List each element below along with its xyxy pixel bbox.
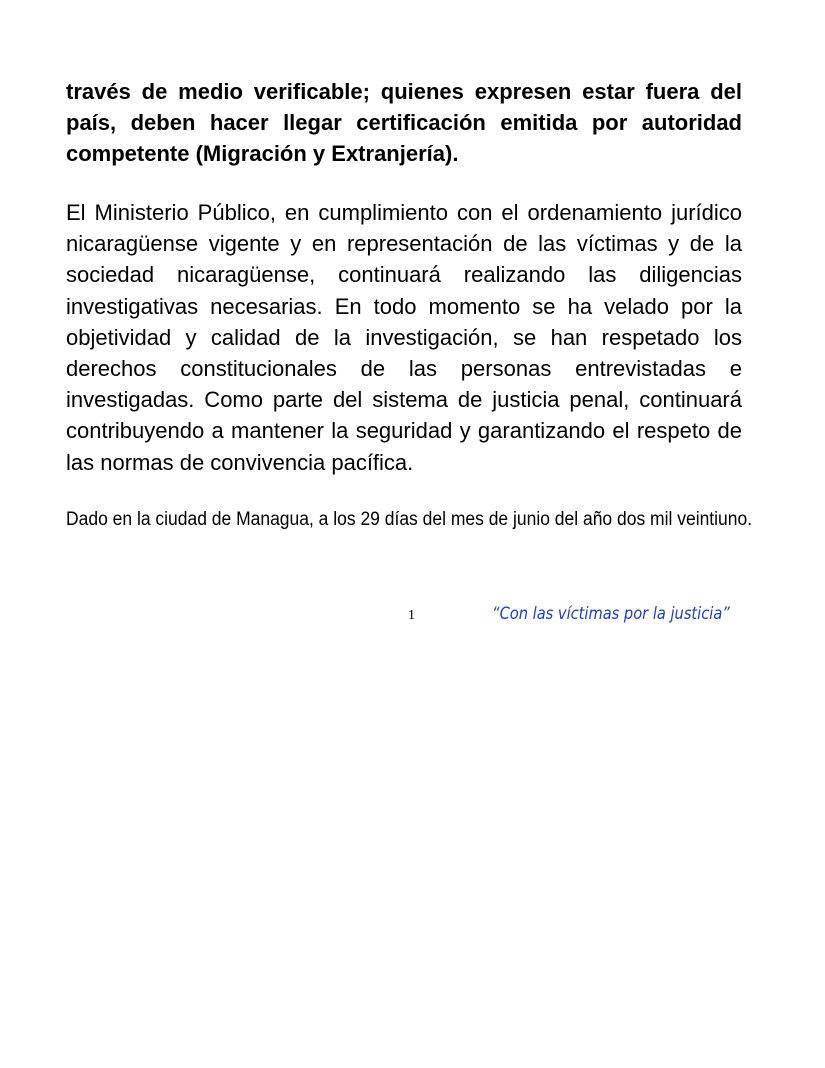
footer-motto: “Con las víctimas por la justicia” (492, 604, 730, 624)
body-paragraph: El Ministerio Público, en cumplimiento con el ordenamiento jurídico nicaragüense vigente y en representación de las víctimas y de la sociedad nicaragüense, continuará realizando las diligencias investigativas necesarias. En todo momento se ha velado por la objetividad y calidad de la investigación, se han respetado los derechos constitucionales de las personas entrevistadas e investigadas. Como parte del sistema de justicia penal, continuará contribuyendo a mantener la seguridad y garantizando el respeto de las normas de convivencia pacífica. (66, 200, 742, 475)
bold-paragraph: través de medio verificable; quienes expresen estar fuera del país, deben hacer llegar certificación emitida por autoridad competente (Migración y Extranjería). (66, 79, 742, 166)
page-number: 1 (408, 608, 415, 623)
closing-date-paragraph: Dado en la ciudad de Managua, a los 29 días del mes de junio del año dos mil veintiuno. (66, 509, 753, 530)
